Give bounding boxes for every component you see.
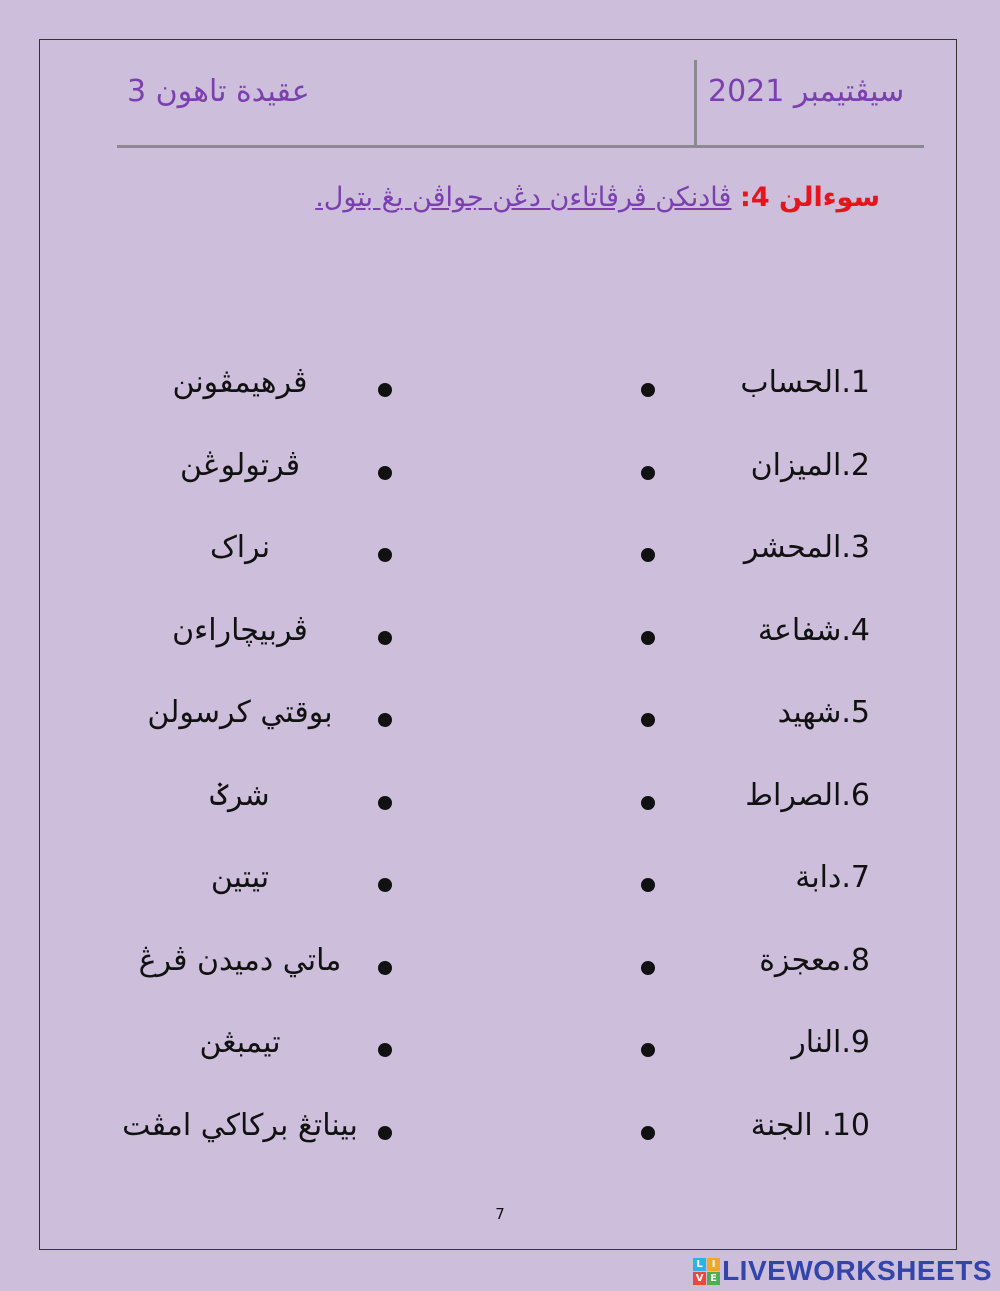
logo-letter-v: V [693, 1272, 706, 1285]
match-row [0, 778, 1000, 838]
match-row [0, 695, 1000, 755]
term-match-dot[interactable] [641, 383, 655, 397]
definition-item: تيتين [210, 860, 270, 895]
term-item: 2.الميزان [750, 447, 870, 483]
term-item: 3.المحشر [743, 530, 870, 565]
match-row [0, 365, 1000, 425]
term-item: 4.شفاعة [757, 612, 870, 648]
liveworksheets-logo [693, 1256, 992, 1286]
definition-item: بيناتڠ بركاكي امڤت [122, 1107, 358, 1143]
term-item: 1.الحساب [740, 365, 870, 400]
logo-letter-i: I [707, 1258, 720, 1271]
term-item: 5.شهيد [777, 695, 870, 730]
term-match-dot[interactable] [641, 466, 655, 480]
header-topic: عقيدة تاهون 3 [127, 74, 310, 109]
term-item: 8.معجزة [759, 942, 870, 978]
match-row [0, 860, 1000, 920]
logo-letter-l: L [693, 1258, 706, 1271]
liveworksheets-mark-icon [693, 1258, 720, 1285]
match-row [0, 530, 1000, 590]
header-divider-vertical [694, 60, 697, 146]
definition-item: بوقتي كرسولن [147, 695, 333, 730]
match-row [0, 613, 1000, 673]
definition-item: ڤرهيمڤونن [172, 365, 308, 400]
term-item: 6.الصراط [745, 777, 870, 813]
term-match-dot[interactable] [641, 713, 655, 727]
page-number: 7 [495, 1205, 505, 1223]
term-item: 10. الجنة [750, 1107, 870, 1143]
term-item: 9.النار [791, 1025, 870, 1060]
question-line [315, 182, 880, 213]
definition-item: تيمبڠن [199, 1025, 281, 1060]
match-row [0, 1025, 1000, 1085]
definition-item: شرݢ [210, 777, 270, 813]
definition-item: ڤربيچاراءن [172, 612, 308, 648]
definition-item: نراک [209, 530, 271, 565]
header-date: سيڤتيمبر 2021 [708, 74, 905, 109]
term-match-dot[interactable] [641, 961, 655, 975]
match-row [0, 943, 1000, 1003]
question-text: ڤادنكن ڤرڤاتاءن دڠن جواڤن يڠ بتول. [315, 182, 732, 213]
term-match-dot[interactable] [641, 1043, 655, 1057]
term-item: 7.دابة [795, 860, 870, 895]
logo-letter-e: E [707, 1272, 720, 1285]
term-match-dot[interactable] [641, 548, 655, 562]
definition-item: ماتي دميدن ڤرڠ [138, 942, 342, 978]
term-match-dot[interactable] [641, 1126, 655, 1140]
match-row [0, 1108, 1000, 1168]
definition-item: ڤرتولوڠن [179, 447, 301, 483]
header-divider-horizontal [117, 145, 924, 148]
term-match-dot[interactable] [641, 631, 655, 645]
logo-text: LIVEWORKSHEETS [722, 1255, 992, 1286]
term-match-dot[interactable] [641, 878, 655, 892]
question-label: سوءالن 4: [740, 182, 880, 213]
match-row [0, 448, 1000, 508]
term-match-dot[interactable] [641, 796, 655, 810]
